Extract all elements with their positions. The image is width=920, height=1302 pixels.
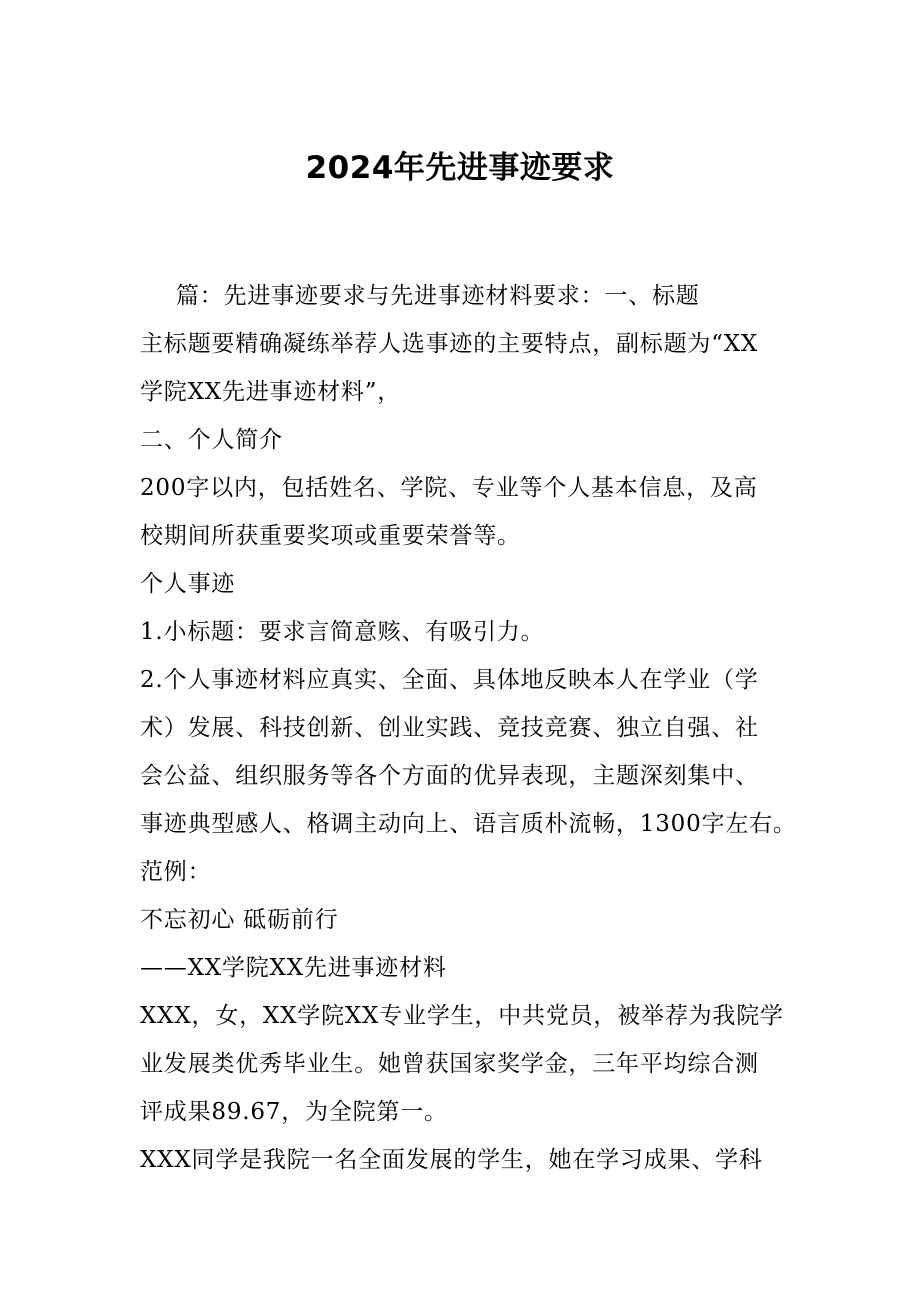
body-line: 会公益、组织服务等各个方面的优异表现，主题深刻集中、 [140, 763, 759, 789]
example-label: 范例： [140, 859, 212, 885]
body-line: 200字以内，包括姓名、学院、专业等个人基本信息，及高 [140, 475, 758, 501]
body-line: 评成果89.67，为全院第一。 [140, 1099, 448, 1125]
body-line: 2.个人事迹材料应真实、全面、具体地反映本人在学业（学 [140, 667, 759, 693]
body-line: 1.小标题：要求言简意赅、有吸引力。 [140, 619, 545, 645]
body-line: XXX，女，XX学院XX专业学生，中共党员，被举荐为我院学 [140, 1003, 784, 1029]
document-title: 2024年先进事迹要求 [305, 150, 615, 186]
body-line: 术）发展、科技创新、创业实践、竞技竞赛、独立自强、社 [140, 715, 759, 741]
body-line: 主标题要精确凝练举荐人选事迹的主要特点，副标题为“XX [140, 331, 759, 357]
document-body [140, 272, 800, 1184]
example-subtitle: ——XX学院XX先进事迹材料 [140, 955, 447, 981]
body-line: 事迹典型感人、格调主动向上、语言质朴流畅，1300字左右。 [140, 811, 797, 837]
section-intro-line: 篇：先进事迹要求与先进事迹材料要求：一、标题 [176, 283, 700, 309]
example-title: 不忘初心 砥砺前行 [140, 907, 339, 933]
body-line: 校期间所获重要奖项或重要荣誉等。 [140, 523, 521, 549]
body-line: 业发展类优秀毕业生。她曾获国家奖学金，三年平均综合测 [140, 1051, 759, 1077]
section-heading-personal-profile: 二、个人简介 [140, 427, 283, 453]
body-line: 学院XX先进事迹材料”， [140, 379, 402, 405]
section-heading-personal-deeds: 个人事迹 [140, 571, 236, 597]
body-line: XXX同学是我院一名全面发展的学生，她在学习成果、学科 [140, 1147, 763, 1173]
